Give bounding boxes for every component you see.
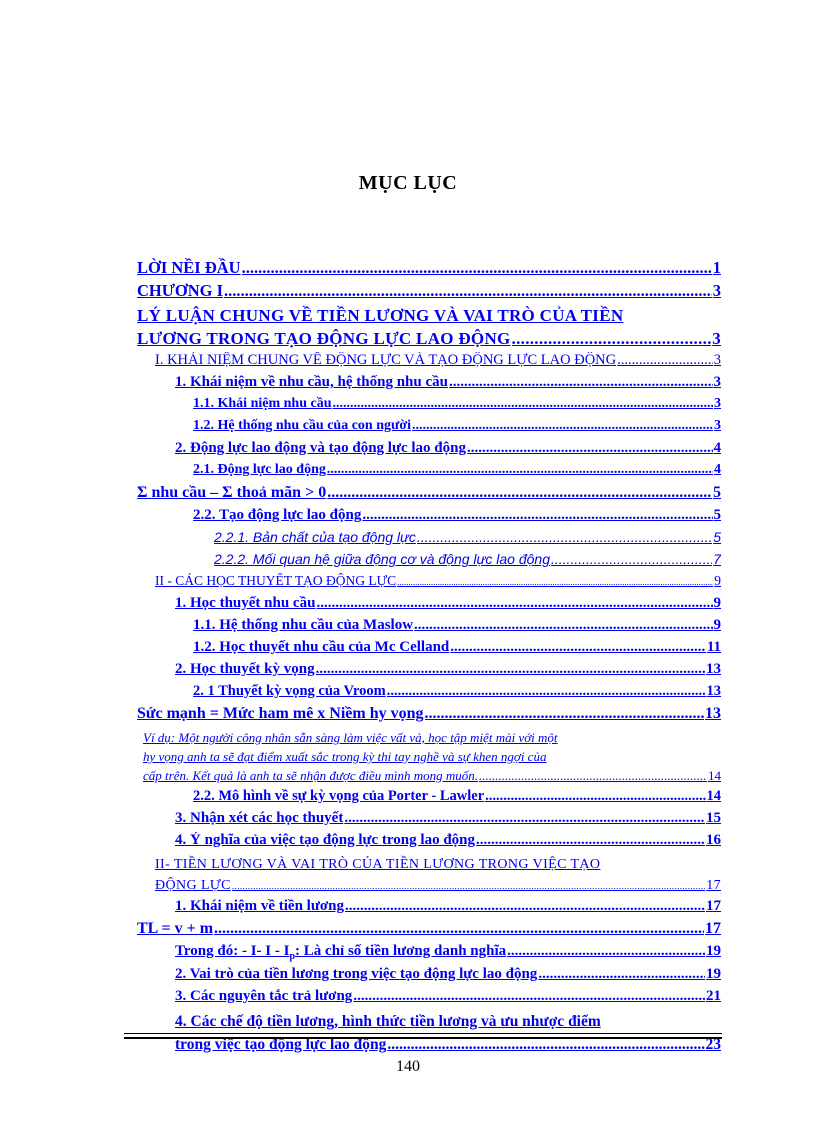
toc-entry[interactable] bbox=[137, 832, 721, 854]
toc-entry-text: 1. Khái niệm về tiền lương bbox=[175, 898, 344, 914]
toc-entry[interactable] bbox=[137, 898, 721, 920]
toc-entry-text-line1: 4. Các chế độ tiền lương, hình thức tiền lương và ưu nhược điểm bbox=[175, 1013, 601, 1030]
toc-entry-text-line1: LÝ LUẬN CHUNG VỀ TIỀN LƯƠNG VÀ VAI TRÒ CỦA TIỀN bbox=[137, 306, 624, 325]
toc-entry-text: 2.2. Mô hình về sự kỳ vọng của Porter - Lawler bbox=[193, 788, 485, 804]
toc-entry[interactable] bbox=[137, 728, 721, 788]
toc-entry-text: LƯƠNG TRONG TẠO ĐỘNG LỰC LAO ĐỘNG bbox=[137, 329, 511, 348]
toc-entry[interactable] bbox=[137, 854, 721, 898]
toc-entry-page: 13 bbox=[705, 705, 721, 722]
toc-entry-text: 1.1. Khái niệm nhu cầu bbox=[193, 396, 332, 411]
toc-entry[interactable] bbox=[137, 507, 721, 529]
toc-entry-page: 4 bbox=[714, 462, 721, 477]
toc-entry-page: 19 bbox=[706, 966, 721, 982]
toc-entry-text-line1: II- TIỀN LƯƠNG VÀ VAI TRÒ CỦA TIỀN LƯƠNG TRONG VIỆC TẠO bbox=[155, 857, 601, 872]
toc-entry-text: trong việc tạo động lực lao động bbox=[175, 1036, 387, 1053]
toc-entry[interactable] bbox=[137, 683, 721, 705]
toc-entry-page: 13 bbox=[706, 661, 721, 677]
toc-entry-text: ĐỘNG LỰC bbox=[155, 878, 231, 893]
toc-entry-page: 3 bbox=[713, 374, 721, 390]
toc-entry-subscript: p bbox=[289, 951, 296, 962]
toc-entry-page: 15 bbox=[706, 810, 721, 826]
toc-entry[interactable] bbox=[137, 966, 721, 988]
toc-entry-text: 2.2. Tạo động lực lao động bbox=[193, 507, 362, 523]
toc-entry-page: 17 bbox=[706, 898, 721, 914]
toc-entry-text: 2.2.2. Mối quan hệ giữa động cơ và động lực lao động bbox=[214, 551, 550, 567]
toc-entry-text: 2. 1 Thuyết kỳ vọng của Vroom bbox=[193, 683, 386, 699]
toc-entry-text: 2.1. Động lực lao động bbox=[193, 462, 326, 477]
toc-entry[interactable] bbox=[137, 304, 721, 352]
toc-entry-page: 11 bbox=[706, 639, 721, 655]
toc-entry[interactable] bbox=[137, 810, 721, 832]
toc-entry-text: 2. Động lực lao động và tạo động lực lao động bbox=[175, 440, 466, 456]
toc-entry-text: 1. Học thuyết nhu cầu bbox=[175, 595, 316, 611]
toc-entry-page: 16 bbox=[706, 832, 721, 848]
toc-entry-text: 3. Nhận xét các học thuyết bbox=[175, 810, 344, 826]
toc-entry[interactable] bbox=[137, 374, 721, 396]
toc-entry-page: 1 bbox=[712, 258, 721, 277]
page-number: 140 bbox=[396, 1058, 420, 1075]
toc-entry-page: 7 bbox=[713, 551, 721, 567]
toc-entry-page: 19 bbox=[706, 943, 721, 959]
toc-entry[interactable] bbox=[137, 529, 721, 551]
toc-entry-text: 1.2. Học thuyết nhu cầu của Mc Celland bbox=[193, 639, 450, 655]
toc-entry[interactable] bbox=[137, 551, 721, 573]
toc-entry[interactable] bbox=[137, 617, 721, 639]
toc-entry-text: 3. Các nguyên tắc trả lương bbox=[175, 988, 353, 1004]
toc-entry[interactable] bbox=[137, 352, 721, 374]
toc-entry-page: 14 bbox=[708, 768, 721, 783]
toc-entry[interactable] bbox=[137, 396, 721, 418]
toc-entry-page: 3 bbox=[714, 396, 721, 411]
toc-entry[interactable] bbox=[137, 661, 721, 683]
toc-entry-page: 14 bbox=[706, 788, 721, 804]
toc-entry-text: 1.2. Hệ thống nhu cầu của con người bbox=[193, 418, 412, 433]
toc-entry-page: 5 bbox=[713, 529, 721, 545]
toc-entry-page: 3 bbox=[712, 281, 721, 300]
toc-entry-text: 1. Khái niệm về nhu cầu, hệ thống nhu cầu bbox=[175, 374, 448, 390]
toc-entry-text-rest: : Là chỉ số tiền lương danh nghĩa bbox=[295, 943, 507, 959]
toc-entry[interactable] bbox=[137, 920, 721, 943]
toc-entry-page: 13 bbox=[706, 683, 721, 699]
toc-entry-text: 1.1. Hệ thống nhu cầu của Maslow bbox=[193, 617, 414, 633]
toc-entry-text: Trong đó: - I- I - I bbox=[175, 943, 290, 959]
toc-entry[interactable] bbox=[137, 462, 721, 484]
toc-entry[interactable] bbox=[137, 484, 721, 507]
toc-entry[interactable] bbox=[137, 440, 721, 462]
toc-entry-text: TL = v + m bbox=[137, 920, 214, 937]
toc-entry-page: 9 bbox=[713, 595, 721, 611]
toc-entry[interactable] bbox=[137, 281, 721, 304]
toc-entry-page: 17 bbox=[706, 878, 721, 893]
toc-entry[interactable] bbox=[137, 258, 721, 281]
toc-entry-page: 17 bbox=[705, 920, 721, 937]
toc-entry-text: LỜI NỀI ĐẦU bbox=[137, 258, 241, 277]
page-title: MỤC LỤC bbox=[358, 172, 458, 194]
toc-entry[interactable] bbox=[137, 943, 721, 966]
toc-entry-text: cấp trên. Kết quả là anh ta sẽ nhận được điều mình mong muốn. bbox=[143, 768, 479, 783]
toc-entry[interactable] bbox=[137, 639, 721, 661]
toc-entry-page: 9 bbox=[713, 617, 721, 633]
toc-entry-text: II - CÁC HỌC THUYẾT TẠO ĐỘNG LỰC bbox=[155, 573, 397, 588]
table-of-contents bbox=[137, 258, 721, 1056]
toc-entry-page: 5 bbox=[713, 484, 721, 501]
toc-entry-page: 5 bbox=[713, 507, 721, 523]
toc-entry[interactable] bbox=[137, 988, 721, 1010]
toc-entry[interactable] bbox=[137, 705, 721, 728]
toc-entry-text: 4. Ý nghĩa của việc tạo động lực trong lao động bbox=[175, 832, 475, 848]
toc-entry-text-line2: hy vọng anh ta sẽ đạt điểm xuất sắc trong kỳ thi tay nghề và sự khen ngợi của bbox=[143, 749, 547, 764]
toc-entry-text: 2. Vai trò của tiền lương trong việc tạo động lực lao động bbox=[175, 966, 538, 982]
toc-entry-text: Sức mạnh = Mức ham mê x Niềm hy vọng bbox=[137, 705, 424, 722]
toc-entry-text: Σ nhu cầu – Σ thoả mãn > 0 bbox=[137, 484, 327, 501]
toc-entry-page: 3 bbox=[712, 329, 721, 348]
toc-entry-text: 2. Học thuyết kỳ vọng bbox=[175, 661, 315, 677]
toc-entry[interactable] bbox=[137, 418, 721, 440]
toc-entry-page: 3 bbox=[713, 352, 721, 368]
toc-entry-page: 9 bbox=[714, 573, 721, 588]
toc-entry[interactable] bbox=[137, 595, 721, 617]
toc-entry[interactable] bbox=[137, 788, 721, 810]
toc-entry-text: 2.2.1. Bản chất của tạo động lực bbox=[214, 529, 416, 545]
toc-entry-page: 3 bbox=[714, 418, 721, 433]
toc-entry-text: I. KHÁI NIỆM CHUNG VỀ ĐỘNG LỰC VÀ TẠO ĐỘNG LỰC LAO ĐỘNG bbox=[155, 352, 617, 368]
toc-entry-text-line1: Ví dụ: Một người công nhân sẵn sàng làm việc vất vả, học tập miệt mài với một bbox=[143, 730, 558, 745]
toc-entry-page: 23 bbox=[705, 1036, 721, 1053]
toc-entry[interactable] bbox=[137, 573, 721, 595]
toc-entry-text: CHƯƠNG I bbox=[137, 281, 224, 300]
toc-entry-page: 21 bbox=[706, 988, 721, 1004]
toc-entry-page: 4 bbox=[713, 440, 721, 456]
footer-rule bbox=[124, 1033, 722, 1034]
footer-rule-thick bbox=[124, 1037, 722, 1039]
